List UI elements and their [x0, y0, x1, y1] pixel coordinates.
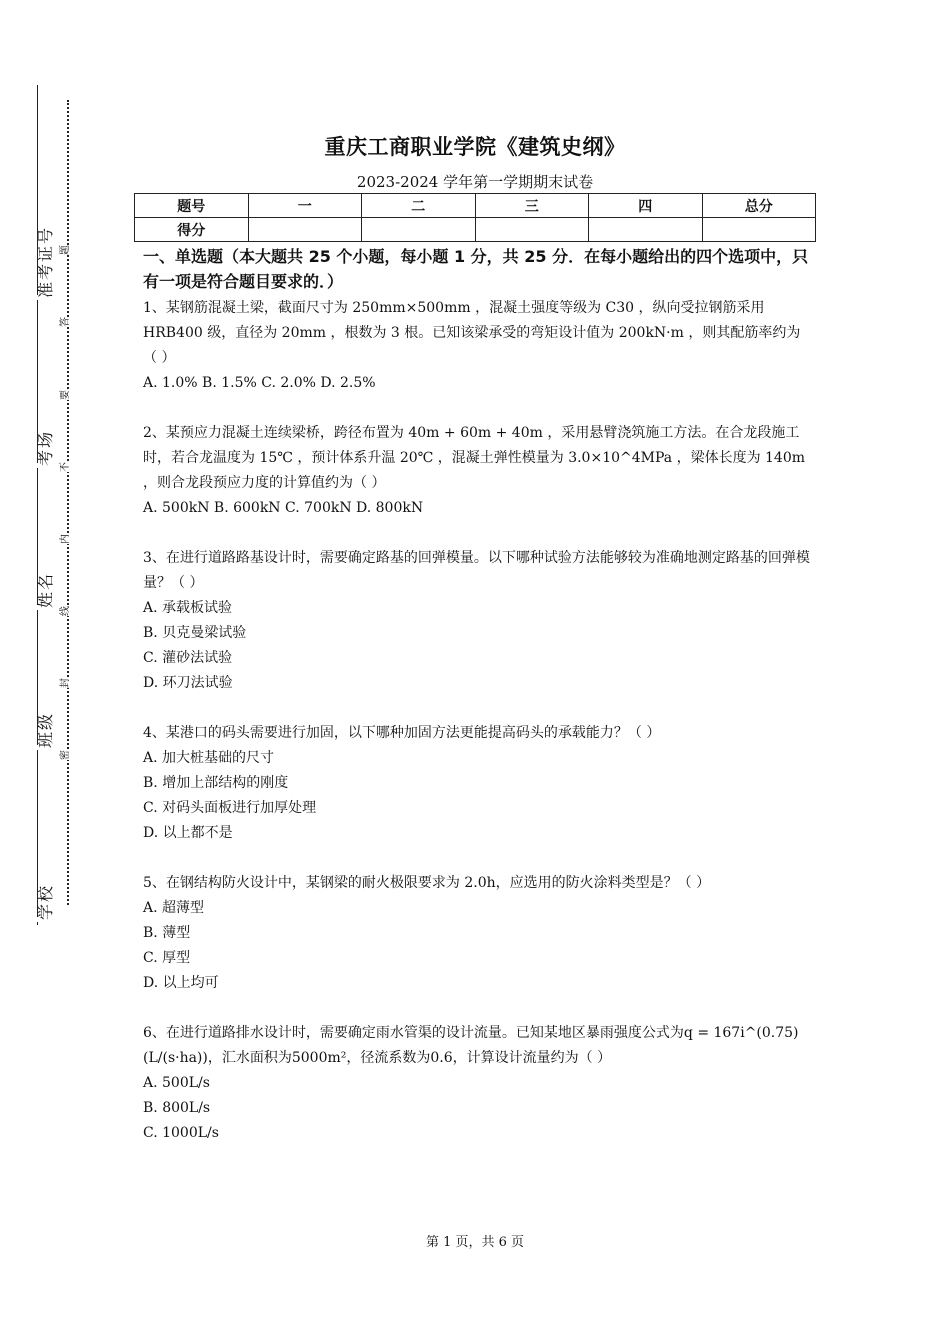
seal-char: 要 [60, 390, 71, 400]
question-4 [143, 721, 813, 846]
binding-label-exam-id: 准考证号 [33, 295, 56, 300]
binding-margin [0, 0, 80, 1344]
exam-subtitle: 2023-2024 学年第一学期期末试卷 [356, 173, 594, 191]
option-a: A. 超薄型 [143, 900, 205, 916]
seal-char: 线 [60, 606, 71, 616]
exam-title: 重庆工商职业学院《建筑史纲》 [324, 135, 626, 159]
option-b: B. 800L/s [143, 1100, 211, 1116]
option-a: A. 加大桩基础的尺寸 [143, 750, 275, 766]
question-text: 4、某港口的码头需要进行加固，以下哪种加固方法更能提高码头的承载能力？（ ） [143, 725, 661, 741]
option-a: A. 500L/s [143, 1075, 210, 1091]
binding-dotted-line [67, 100, 69, 905]
binding-label-name: 姓名 [33, 605, 56, 610]
question-5 [143, 871, 813, 996]
question-text: 2、某预应力混凝土连续梁桥，跨径布置为 40m + 60m + 40m ，采用悬臂浇筑施工方法。在合龙段施工时，若合龙温度为 15℃ ，预计体系升温 20℃ ，混凝土弹性模量为 3.0×10^4MPa ，梁体长度为 140m ，则合龙段预应力度的计算值约为（ ） [143, 425, 806, 491]
score-header-cell: 总分 [702, 194, 816, 218]
binding-label-school: 学校 [33, 917, 56, 922]
score-row-label: 得分 [135, 218, 249, 242]
option-d: D. 以上都不是 [143, 825, 233, 841]
question-options: A. 1.0% B. 1.5% C. 2.0% D. 2.5% [143, 375, 376, 391]
question-text: 1、某钢筋混凝土梁，截面尺寸为 250mm×500mm ，混凝土强度等级为 C30 ，纵向受拉钢筋采用 HRB400 级，直径为 20mm ，根数为 3 根。已知该梁承受的弯矩设计值为 200kN·m ，则其配筋率约为（ ） [143, 300, 801, 366]
seal-char: 不 [60, 462, 71, 472]
seal-char: 密 [60, 750, 71, 760]
section-heading: 一、单选题（本大题共 25 个小题，每小题 1 分，共 25 分．在每小题给出的四个选项中，只有一项是符合题目要求的．） [143, 247, 809, 291]
question-options: A. 500kN B. 600kN C. 700kN D. 800kN [143, 500, 424, 516]
option-b: B. 增加上部结构的刚度 [143, 775, 289, 791]
question-1 [143, 296, 813, 396]
score-table-header-row [135, 194, 816, 218]
score-header-cell: 题号 [135, 194, 249, 218]
score-cell[interactable] [248, 218, 362, 242]
option-c: C. 厚型 [143, 950, 191, 966]
binding-label-exam-room: 考场 [33, 463, 56, 468]
question-text: 5、在钢结构防火设计中，某钢梁的耐火极限要求为 2.0h，应选用的防火涂料类型是？（ ） [143, 875, 711, 891]
seal-char: 封 [60, 678, 71, 688]
option-a: A. 承载板试验 [143, 600, 233, 616]
option-c: C. 1000L/s [143, 1125, 219, 1141]
question-text: 6、在进行道路排水设计时，需要确定雨水管渠的设计流量。已知某地区暴雨强度公式为q = 167i^(0.75) (L/(s·ha))，汇水面积为5000m²，径流系数为0.6，计算设计流量约为（ ） [143, 1025, 799, 1066]
score-header-cell: 二 [362, 194, 476, 218]
binding-solid-line [37, 85, 38, 925]
seal-char: 题 [60, 245, 71, 255]
option-b: B. 贝克曼梁试验 [143, 625, 247, 641]
score-cell[interactable] [589, 218, 703, 242]
binding-label-class: 班级 [33, 745, 56, 750]
score-cell[interactable] [362, 218, 476, 242]
score-table-score-row [135, 218, 816, 242]
option-c: C. 灌砂法试验 [143, 650, 233, 666]
page-number: 第 1 页，共 6 页 [425, 1235, 525, 1250]
option-b: B. 薄型 [143, 925, 191, 941]
score-header-cell: 一 [248, 194, 362, 218]
option-d: D. 以上均可 [143, 975, 219, 991]
score-table [134, 193, 816, 242]
question-6 [143, 1021, 813, 1146]
score-cell[interactable] [702, 218, 816, 242]
option-d: D. 环刀法试验 [143, 675, 233, 691]
score-header-cell: 四 [589, 194, 703, 218]
question-2 [143, 421, 813, 521]
seal-char: 答 [60, 317, 71, 327]
score-header-cell: 三 [475, 194, 589, 218]
option-c: C. 对码头面板进行加厚处理 [143, 800, 317, 816]
question-text: 3、在进行道路路基设计时，需要确定路基的回弹模量。以下哪种试验方法能够较为准确地测定路基的回弹模量？（ ） [143, 550, 810, 591]
exam-content [143, 244, 813, 1146]
question-3 [143, 546, 813, 696]
score-cell[interactable] [475, 218, 589, 242]
seal-char: 内 [60, 534, 71, 544]
